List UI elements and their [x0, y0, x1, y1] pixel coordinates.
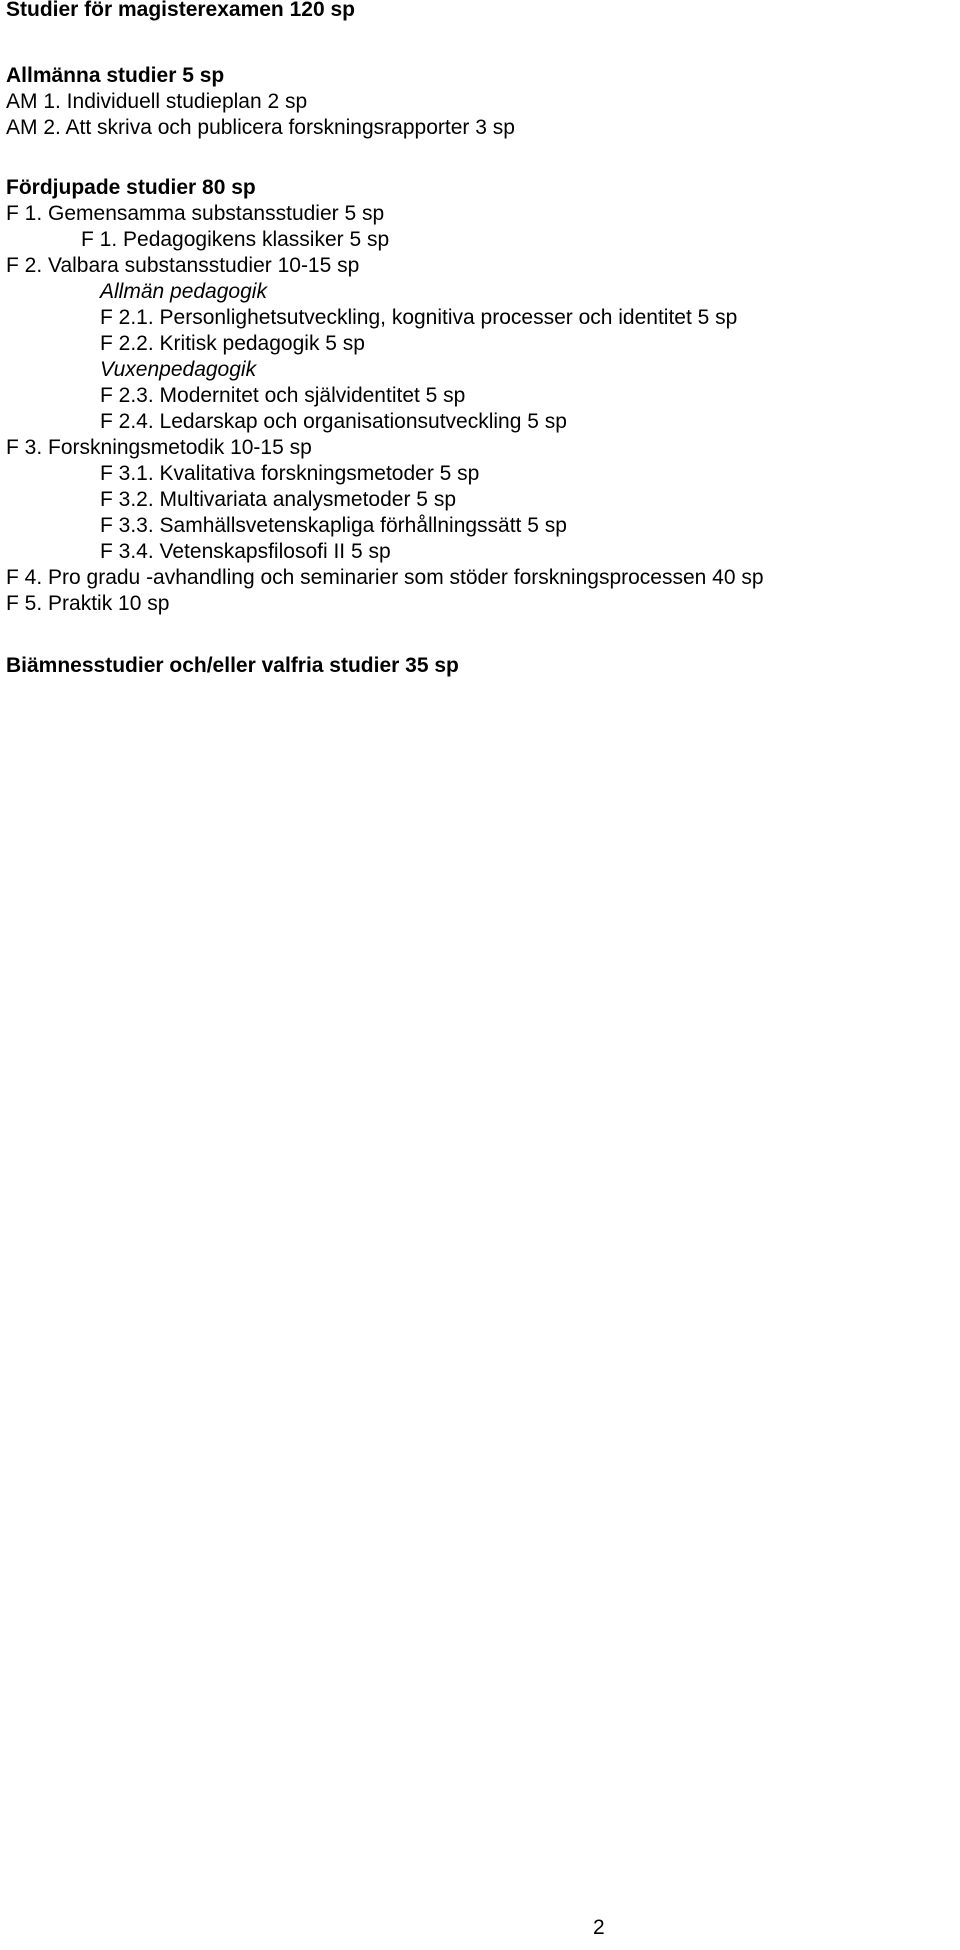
course-line-f1-classics: F 1. Pedagogikens klassiker 5 sp: [81, 228, 390, 251]
course-line-f3-3: F 3.3. Samhällsvetenskapliga förhållningssätt 5 sp: [100, 514, 567, 537]
course-line-f5: F 5. Praktik 10 sp: [6, 592, 170, 615]
course-line-am1: AM 1. Individuell studieplan 2 sp: [6, 90, 308, 113]
subject-label-general-pedagogy: Allmän pedagogik: [100, 280, 267, 303]
course-line-f2-2: F 2.2. Kritisk pedagogik 5 sp: [100, 332, 365, 355]
course-line-f2-3: F 2.3. Modernitet och självidentitet 5 sp: [100, 384, 466, 407]
page-number: 2: [593, 1916, 605, 1939]
course-line-f1: F 1. Gemensamma substansstudier 5 sp: [6, 202, 385, 225]
course-line-f2-4: F 2.4. Ledarskap och organisationsutveckling 5 sp: [100, 410, 567, 433]
document-title: Studier för magisterexamen 120 sp: [6, 0, 355, 21]
course-line-f3: F 3. Forskningsmetodik 10-15 sp: [6, 436, 312, 459]
course-line-f2: F 2. Valbara substansstudier 10-15 sp: [6, 254, 360, 277]
general-studies-heading: Allmänna studier 5 sp: [6, 64, 225, 87]
subject-label-adult-pedagogy: Vuxenpedagogik: [100, 358, 257, 381]
minor-studies-heading: Biämnesstudier och/eller valfria studier 35 sp: [6, 654, 459, 677]
course-line-f2-1: F 2.1. Personlighetsutveckling, kognitiva processer och identitet 5 sp: [100, 306, 738, 329]
advanced-studies-heading: Fördjupade studier 80 sp: [6, 176, 256, 199]
course-line-f3-2: F 3.2. Multivariata analysmetoder 5 sp: [100, 488, 456, 511]
course-line-f4: F 4. Pro gradu -avhandling och seminarier som stöder forskningsprocessen 40 sp: [6, 566, 764, 589]
course-line-am2: AM 2. Att skriva och publicera forskningsrapporter 3 sp: [6, 116, 515, 139]
course-line-f3-4: F 3.4. Vetenskapsfilosofi II 5 sp: [100, 540, 391, 563]
course-line-f3-1: F 3.1. Kvalitativa forskningsmetoder 5 sp: [100, 462, 480, 485]
